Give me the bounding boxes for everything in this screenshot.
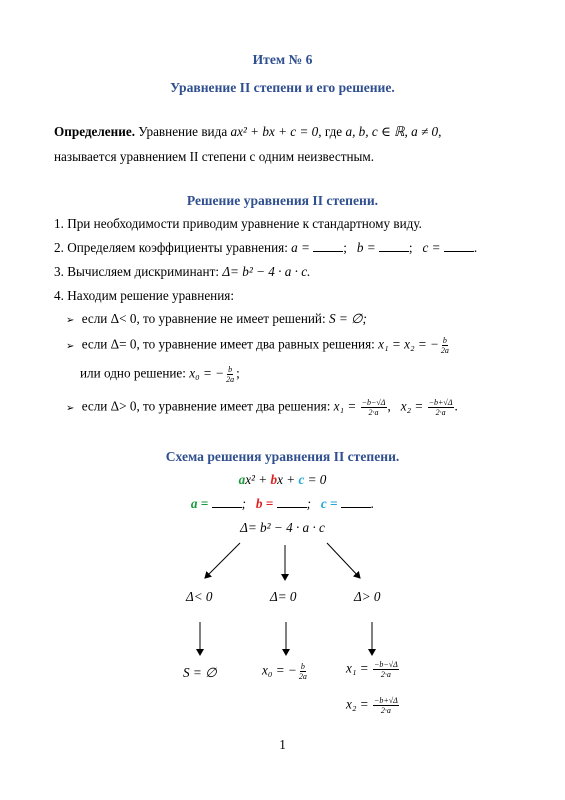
scheme-title: Схема решения уравнения II степени. bbox=[165, 449, 400, 464]
fraction-minus-root bbox=[373, 660, 399, 679]
step-4: 4. Находим решение уравнения: bbox=[54, 288, 235, 303]
case-zero-text: если Δ= 0, то уравнение имеет два равных решения: bbox=[81, 336, 375, 352]
result-positive-x1 bbox=[346, 660, 400, 679]
fraction-plus-root bbox=[373, 696, 399, 715]
case-negative-formula: S = ∅; bbox=[328, 311, 367, 326]
case-negative-text: если Δ< 0, то уравнение не имеет решений: bbox=[81, 311, 326, 326]
result-negative: S = ∅ bbox=[183, 665, 217, 680]
definition-line-2: называется уравнением II степени с одним неизвестным. bbox=[54, 149, 375, 164]
arrow-to-positive bbox=[327, 543, 360, 578]
case-zero-alt-formula: x₀ = − bbox=[189, 365, 225, 381]
branch-negative: Δ< 0 bbox=[186, 589, 213, 604]
scheme-line-c: c = bbox=[320, 496, 338, 511]
branch-zero: Δ= 0 bbox=[270, 589, 297, 604]
case-positive-x2: x₂ = bbox=[400, 398, 424, 414]
result-positive-x2 bbox=[346, 696, 400, 715]
definition-condition: a, b, c ∈ ℝ, a ≠ 0, bbox=[345, 124, 442, 139]
fraction-denominator: 2·a bbox=[435, 408, 446, 417]
fraction-b-2a bbox=[298, 662, 308, 681]
page-subtitle: Уравнение II степени и его решение. bbox=[170, 80, 395, 95]
scheme-eq-part2: x + bbox=[277, 472, 296, 487]
fraction-numerator: b bbox=[300, 662, 305, 671]
scheme-coef-c: c bbox=[298, 472, 305, 487]
step-3-formula: Δ= b² − 4 · a · c. bbox=[222, 264, 311, 279]
fraction-denominator: 2a bbox=[226, 375, 235, 384]
scheme-line-b: b = bbox=[255, 496, 274, 511]
scheme-eq-part3: = 0 bbox=[307, 472, 327, 487]
fraction-numerator: b bbox=[442, 336, 447, 345]
arrow-bullet-icon: ➢ bbox=[66, 340, 75, 352]
solution-title: Решение уравнения II степени. bbox=[186, 193, 379, 208]
definition-where: , где bbox=[318, 124, 343, 139]
result-zero-formula: x₀ = − bbox=[262, 662, 297, 678]
scheme-coef-b: b bbox=[270, 472, 278, 487]
fraction-numerator: −b−√Δ bbox=[361, 398, 386, 407]
fraction-denominator: 2a bbox=[298, 672, 307, 681]
definition-prefix: Уравнение вида bbox=[138, 124, 228, 139]
item-number-heading: Итем № 6 bbox=[252, 52, 313, 67]
scheme-coefficients: a = ; b = ; c = . bbox=[190, 496, 375, 511]
case-zero-formula: x₁ = x₂ = − bbox=[378, 336, 439, 352]
scheme-coef-a: a bbox=[238, 472, 246, 487]
fraction-numerator: −b−√Δ bbox=[373, 660, 398, 669]
fraction-denominator: 2·a bbox=[380, 706, 391, 715]
fraction-numerator: −b+√Δ bbox=[428, 398, 453, 407]
definition-label: Определение. bbox=[54, 124, 135, 139]
arrow-bullet-icon: ➢ bbox=[66, 315, 75, 326]
result-positive-x2-label: x₂ = bbox=[346, 696, 369, 712]
fraction-denominator: 2·a bbox=[368, 408, 379, 417]
fraction-denominator: 2·a bbox=[380, 670, 391, 679]
result-zero bbox=[262, 662, 309, 681]
step-1: 1. При необходимости приводим уравнение к стандартному виду. bbox=[54, 216, 422, 231]
page-number: 1 bbox=[279, 737, 286, 752]
case-positive: ➢ если Δ> 0, то уравнение имеет два решения: x₁ = $\frac{-b-√\Delta}{2\cdot a}$ , x₂ = $\frac{-b+√\Delta}{2\cdot a}$ . bbox=[66, 398, 458, 417]
fraction-numerator: −b+√Δ bbox=[373, 696, 398, 705]
branch-positive: Δ> 0 bbox=[354, 589, 381, 604]
result-positive-x1-label: x₁ = bbox=[346, 660, 369, 676]
step-2-text: 2. Определяем коэффициенты уравнения: bbox=[54, 240, 288, 255]
step-2-b: b = bbox=[356, 240, 376, 255]
arrow-to-negative bbox=[205, 543, 240, 578]
case-zero-alt-text: или одно решение: bbox=[80, 365, 186, 381]
step-2-c: c = bbox=[422, 240, 441, 255]
scheme-eq-part1: x² + bbox=[245, 472, 268, 487]
fraction-denominator: 2a bbox=[440, 346, 449, 355]
case-positive-text: если Δ> 0, то уравнение имеет два решения: bbox=[81, 398, 331, 414]
scheme-line-a: a = bbox=[190, 496, 209, 511]
arrow-bullet-icon: ➢ bbox=[66, 402, 75, 414]
step-3-text: 3. Вычисляем дискриминант: bbox=[54, 264, 220, 279]
scheme-discriminant: Δ= b² − 4 · a · c bbox=[240, 520, 325, 535]
step-2: 2. Определяем коэффициенты уравнения: a = ; b = ; c = . bbox=[54, 240, 478, 255]
case-positive-x1: x₁ = bbox=[333, 398, 357, 414]
definition-equation: ax² + bx + c = 0 bbox=[230, 124, 319, 139]
case-zero-alt: или одно решение: x₀ = − $\frac{b}{2a}$ ; bbox=[80, 365, 240, 384]
fraction-numerator: b bbox=[228, 365, 233, 374]
step-2-a: a = bbox=[291, 240, 310, 255]
